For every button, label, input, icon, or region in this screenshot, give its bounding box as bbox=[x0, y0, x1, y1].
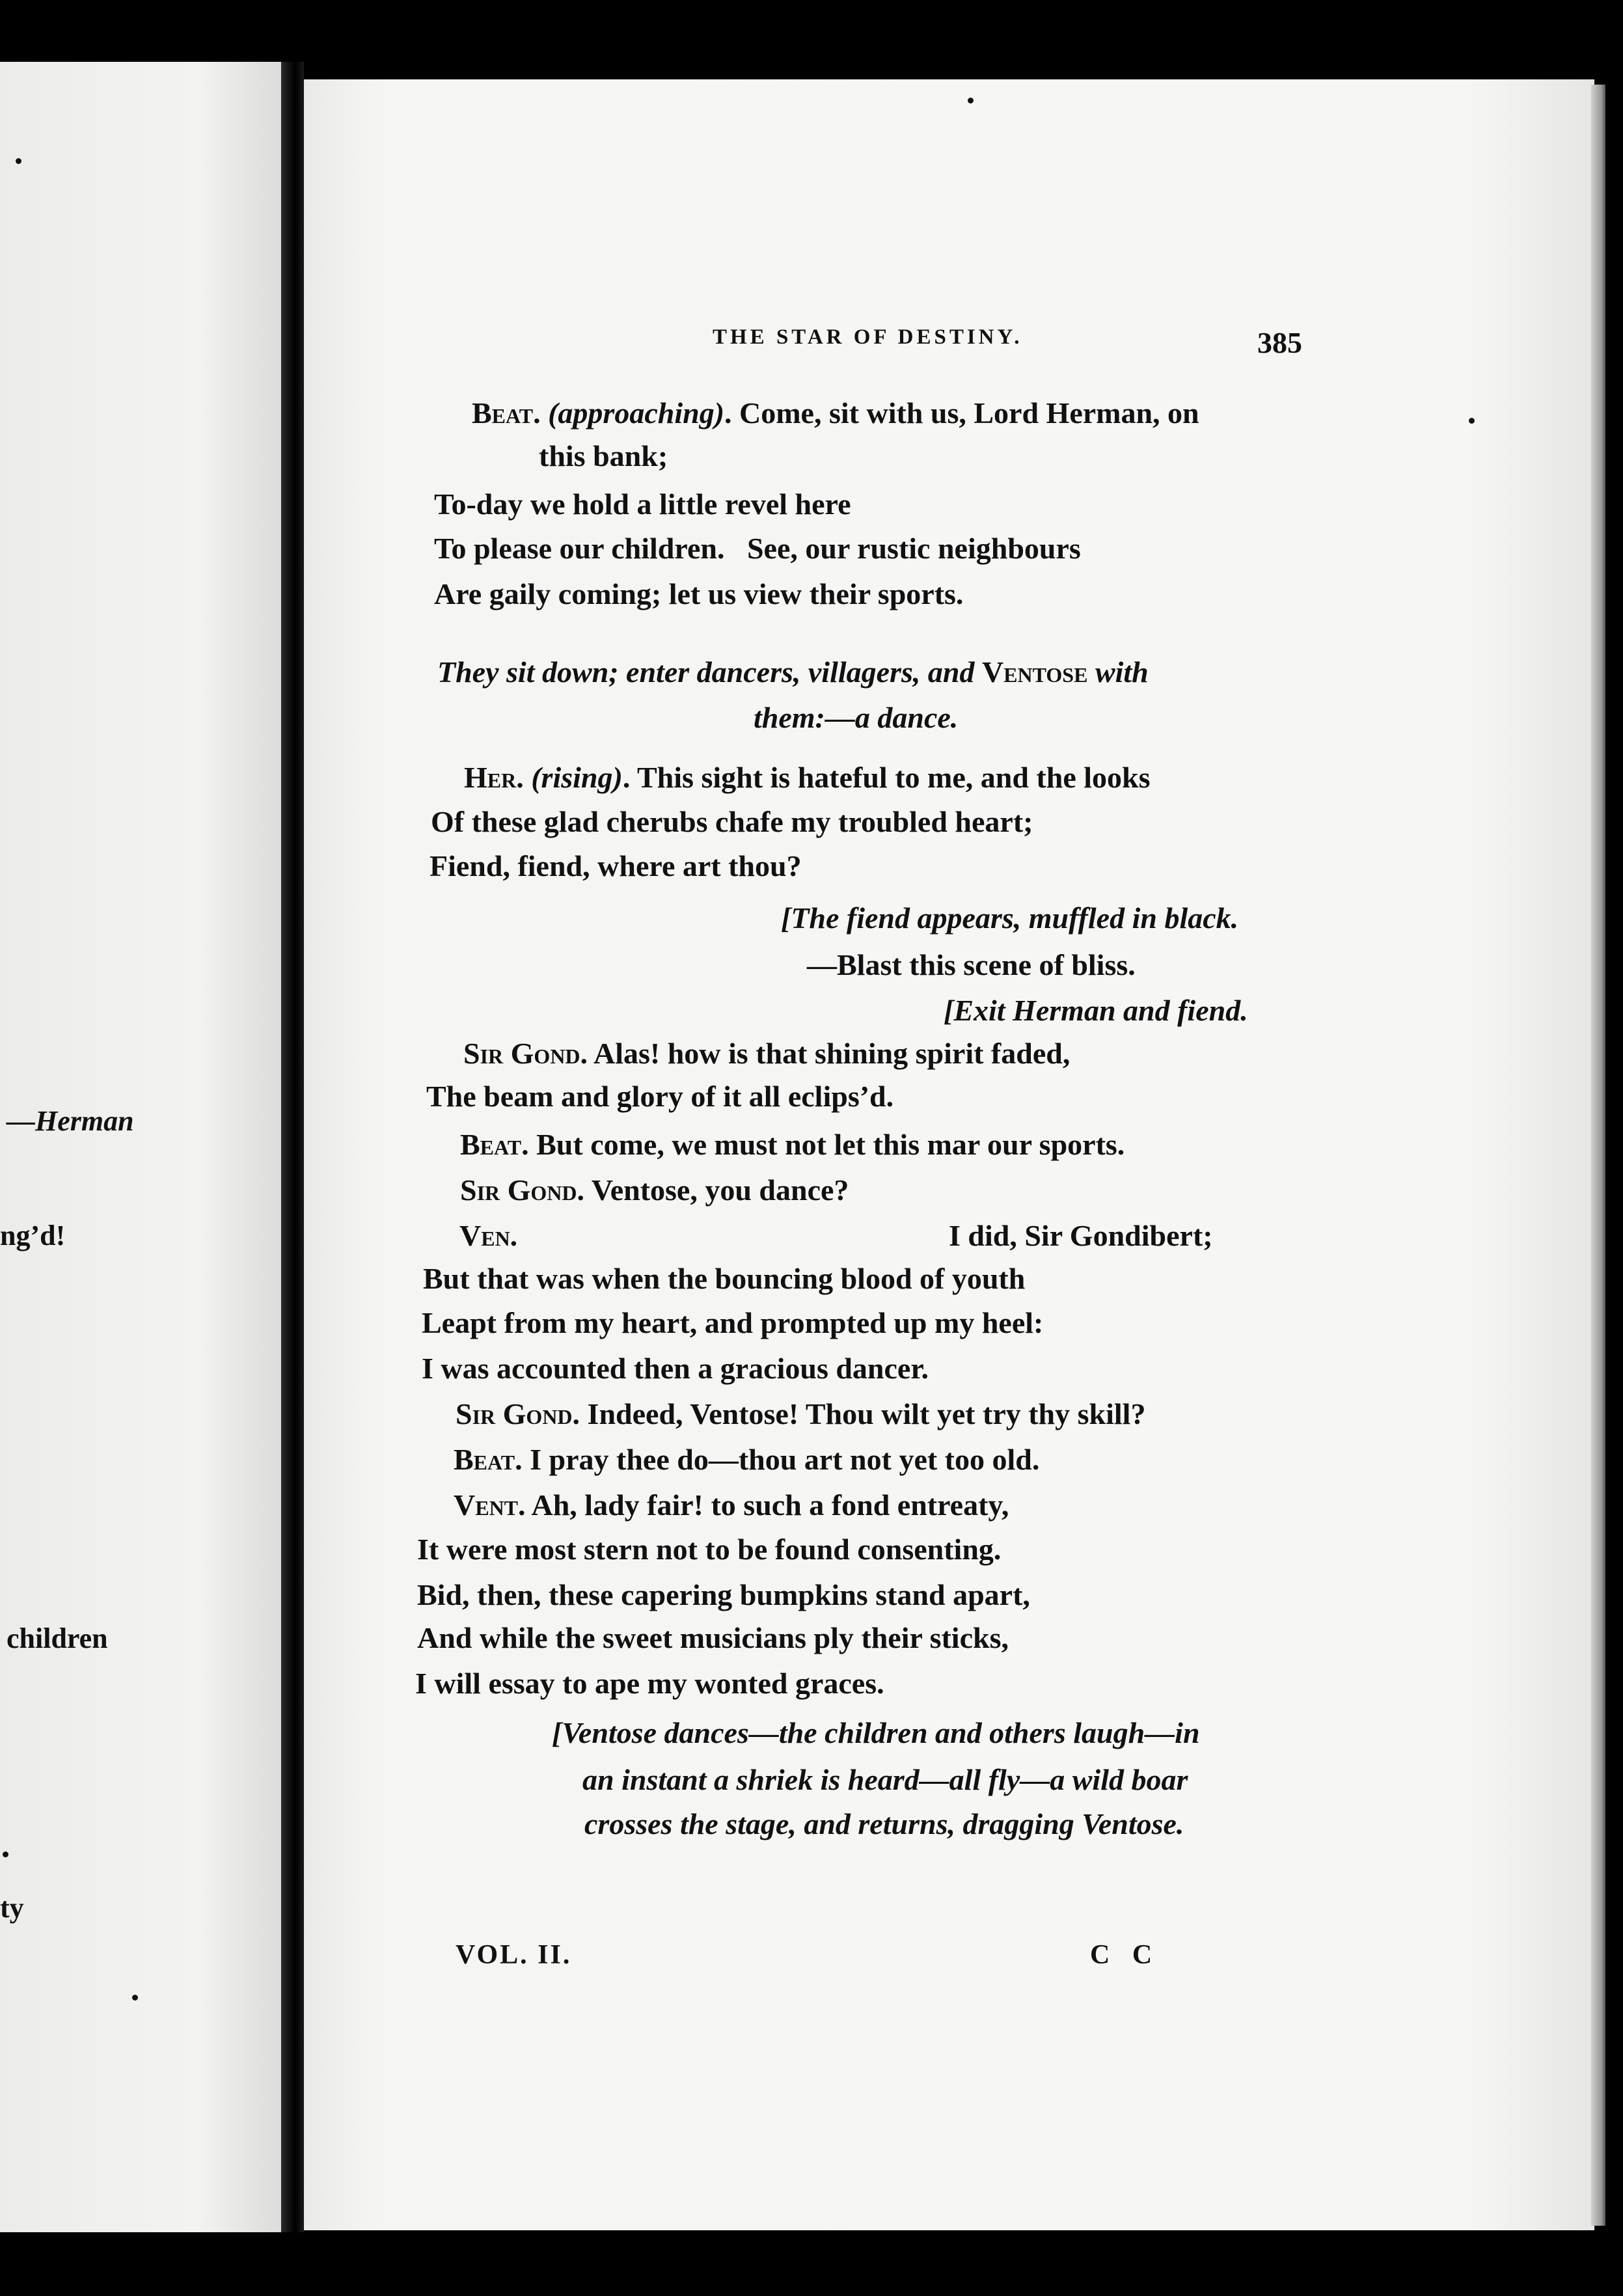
stage-dir-1a bbox=[437, 657, 1149, 687]
ink-speck bbox=[1469, 418, 1475, 424]
speaker-name: Beat. bbox=[460, 1128, 529, 1161]
stage-dir-4c: crosses the stage, and returns, dragging Ventose. bbox=[584, 1807, 1184, 1840]
page-number: 385 bbox=[1257, 326, 1302, 359]
speaker-name: Ventose bbox=[981, 655, 1088, 689]
line-beat-3: To please our children. See, our rustic neighbours bbox=[434, 532, 1081, 565]
stage-text: with bbox=[1087, 655, 1149, 689]
running-head: THE STAR OF DESTINY. bbox=[713, 325, 1023, 349]
line-vent-5: I will essay to ape my wonted graces. bbox=[415, 1667, 884, 1700]
stage-direction: (approaching) bbox=[548, 396, 725, 430]
line-beat-1b: this bank; bbox=[539, 439, 668, 472]
book-spine bbox=[281, 62, 304, 2232]
line-beat-1a bbox=[472, 398, 1199, 428]
line-beat-2: To-day we hold a little revel here bbox=[434, 487, 851, 521]
stage-text: They sit down; enter dancers, villagers, and bbox=[437, 655, 982, 689]
line-ven-1a: Ven. bbox=[459, 1219, 518, 1252]
ink-speck bbox=[16, 158, 21, 164]
line-vent-3: Bid, then, these capering bumpkins stand apart, bbox=[417, 1578, 1030, 1611]
speaker-name: Sir Gond. bbox=[460, 1173, 585, 1207]
speaker-name: Her. bbox=[464, 761, 524, 794]
line-gond-4 bbox=[456, 1399, 1145, 1429]
verse-text: Ventose, you dance? bbox=[584, 1173, 849, 1207]
stage-dir-4b: an instant a shriek is heard—all fly—a wild boar bbox=[582, 1763, 1188, 1796]
stage-dir-4a: [Ventose dances—the children and others laugh—in bbox=[552, 1716, 1200, 1749]
speaker-name: Vent. bbox=[454, 1488, 526, 1522]
page-edge bbox=[1591, 85, 1605, 2226]
line-beat-6 bbox=[454, 1445, 1039, 1475]
ink-speck bbox=[132, 1995, 138, 2001]
line-her-4: —Blast this scene of bliss. bbox=[807, 948, 1136, 981]
verse-text: . Come, sit with us, Lord Herman, on bbox=[724, 396, 1199, 430]
line-beat-5 bbox=[460, 1130, 1125, 1160]
verse-text: . This sight is hateful to me, and the looks bbox=[622, 761, 1151, 794]
left-fragment-children: children bbox=[7, 1622, 108, 1654]
left-page bbox=[0, 62, 281, 2232]
speaker-name: Sir Gond. bbox=[463, 1037, 588, 1070]
verse-text: Indeed, Ventose! Thou wilt yet try thy skill? bbox=[580, 1397, 1146, 1430]
stage-direction: (rising) bbox=[531, 761, 623, 794]
line-gond-3 bbox=[460, 1175, 849, 1205]
left-fragment-ty: ty bbox=[0, 1892, 24, 1924]
line-vent-2: It were most stern not to be found consenting. bbox=[417, 1533, 1002, 1566]
stage-dir-2: [The fiend appears, muffled in black. bbox=[781, 901, 1239, 935]
line-gond-1 bbox=[463, 1039, 1070, 1069]
line-her-2: Of these glad cherubs chafe my troubled heart; bbox=[431, 805, 1033, 838]
footer-signature: C C bbox=[1090, 1940, 1160, 1970]
line-ven-3: Leapt from my heart, and prompted up my heel: bbox=[422, 1306, 1044, 1339]
verse-text: But come, we must not let this mar our sports. bbox=[528, 1128, 1125, 1161]
line-vent-1 bbox=[454, 1490, 1009, 1520]
verse-text: Alas! how is that shining spirit faded, bbox=[588, 1037, 1071, 1070]
line-ven-2: But that was when the bouncing blood of youth bbox=[423, 1262, 1026, 1295]
stage-dir-1b: them:—a dance. bbox=[754, 701, 959, 734]
line-her-1 bbox=[464, 763, 1151, 793]
line-vent-4: And while the sweet musicians ply their sticks, bbox=[417, 1621, 1009, 1654]
verse-text: I pray thee do—thou art not yet too old. bbox=[522, 1443, 1040, 1476]
ink-speck bbox=[3, 1852, 8, 1857]
stage-dir-3: [Exit Herman and fiend. bbox=[944, 994, 1248, 1027]
line-her-3: Fiend, fiend, where art thou? bbox=[430, 849, 802, 882]
left-fragment-ngd: ng’d! bbox=[0, 1220, 66, 1251]
speaker-name: Beat. bbox=[472, 396, 541, 430]
line-gond-2: The beam and glory of it all eclips’d. bbox=[426, 1080, 894, 1113]
ink-speck bbox=[968, 98, 974, 103]
line-ven-1b: I did, Sir Gondibert; bbox=[949, 1219, 1213, 1252]
line-beat-4: Are gaily coming; let us view their sports. bbox=[434, 577, 964, 610]
left-fragment-herman: —Herman bbox=[7, 1105, 134, 1137]
verse-text: Ah, lady fair! to such a fond entreaty, bbox=[525, 1488, 1009, 1522]
line-ven-4: I was accounted then a gracious dancer. bbox=[422, 1352, 929, 1385]
speaker-name: Sir Gond. bbox=[456, 1397, 580, 1430]
footer-volume: VOL. II. bbox=[456, 1940, 572, 1970]
speaker-name: Beat. bbox=[454, 1443, 523, 1476]
